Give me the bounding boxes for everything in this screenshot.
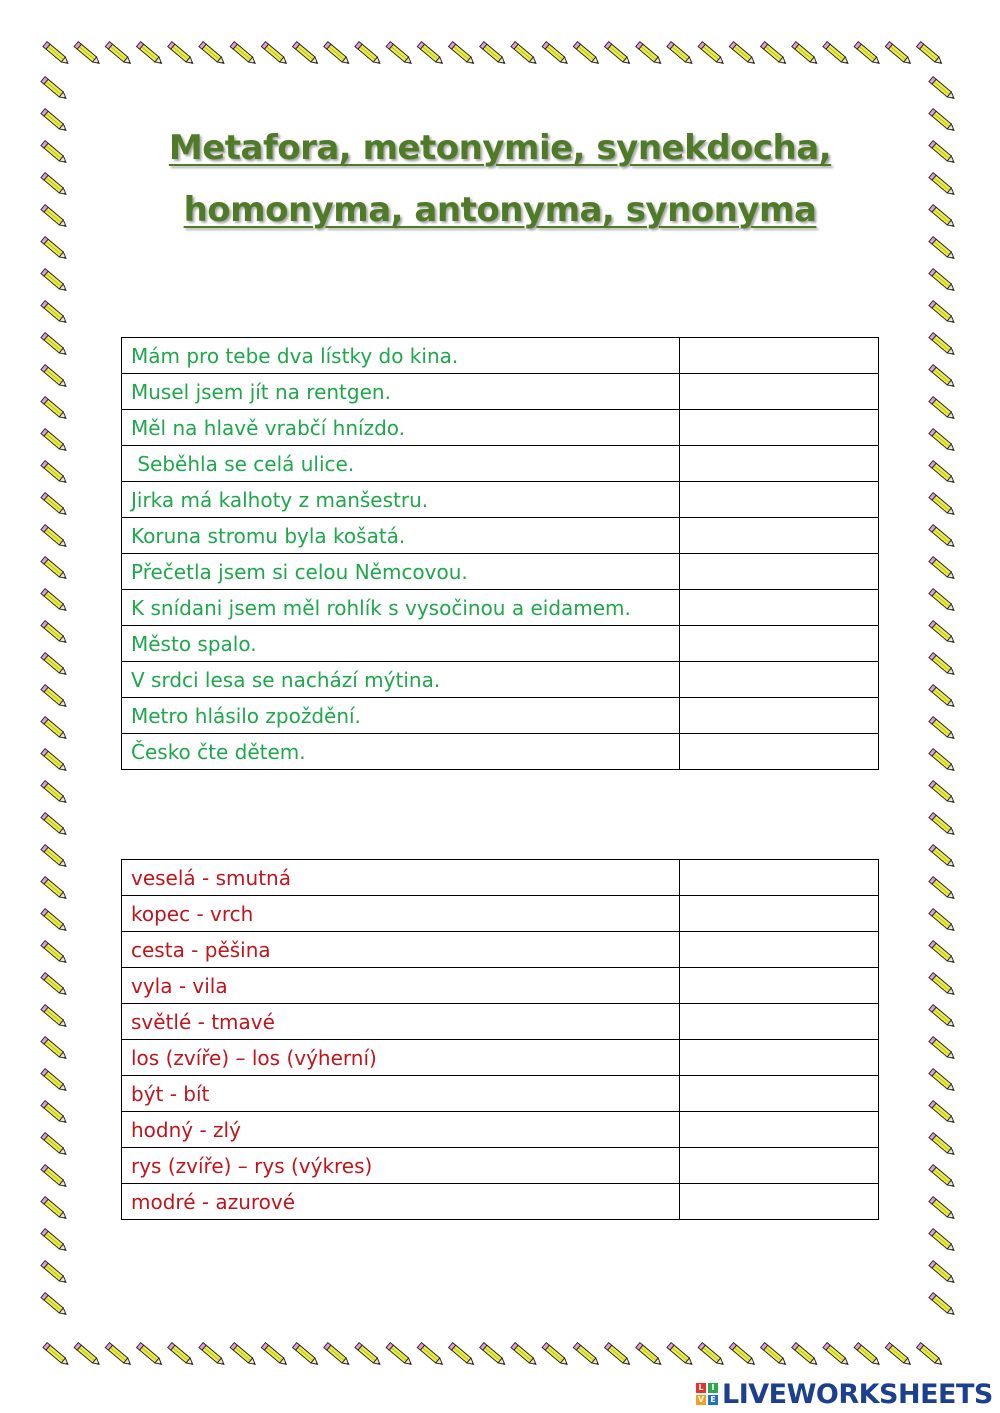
pencil-icon [355, 1343, 382, 1367]
pencil-icon [929, 781, 956, 805]
pencil-icon [41, 877, 68, 901]
pencil-icon [261, 42, 288, 66]
pencil-icon [417, 42, 444, 66]
sentence-cell: K snídani jsem měl rohlík s vysočinou a eidamem. [122, 590, 680, 626]
pencil-icon [480, 42, 507, 66]
table-row [122, 662, 879, 698]
word-pair-cell: cesta - pěšina [122, 932, 680, 968]
pencil-icon [41, 1101, 68, 1125]
pencil-icon [885, 1343, 912, 1367]
pencil-icon [636, 1343, 663, 1367]
pencil-icon [41, 525, 68, 549]
pencil-icon [667, 42, 694, 66]
pencil-icon [929, 1293, 956, 1317]
table-row [122, 896, 879, 932]
answer-cell[interactable] [680, 860, 879, 896]
pencil-icon [929, 589, 956, 613]
pencil-icon [698, 1343, 725, 1367]
pencil-icon [43, 1343, 70, 1367]
table-row [122, 1112, 879, 1148]
pencil-icon [480, 1343, 507, 1367]
pencil-icon [41, 269, 68, 293]
pencil-icon [792, 1343, 819, 1367]
pencil-icon [511, 1343, 538, 1367]
pencil-icon [293, 1343, 320, 1367]
table-row [122, 338, 879, 374]
pencil-icon [41, 493, 68, 517]
word-pair-cell: vyla - vila [122, 968, 680, 1004]
sentence-cell: Seběhla se celá ulice. [122, 446, 680, 482]
pencil-icon [41, 813, 68, 837]
pencil-icon [324, 42, 351, 66]
table-row [122, 590, 879, 626]
pencil-icon [929, 877, 956, 901]
answer-cell[interactable] [680, 1184, 879, 1220]
word-pair-cell: kopec - vrch [122, 896, 680, 932]
pencil-icon [41, 397, 68, 421]
pencil-icon [929, 397, 956, 421]
answer-cell[interactable] [680, 410, 879, 446]
pencil-icon [917, 42, 944, 66]
answer-cell[interactable] [680, 446, 879, 482]
sentence-cell: Mám pro tebe dva lístky do kina. [122, 338, 680, 374]
pencil-icon [929, 749, 956, 773]
pencil-icon [41, 237, 68, 261]
answer-cell[interactable] [680, 1076, 879, 1112]
liveworksheets-brand: LIVEWORKSHEETS [722, 1378, 993, 1410]
table-row [122, 1040, 879, 1076]
pencil-icon [761, 42, 788, 66]
word-pair-cell: rys (zvíře) – rys (výkres) [122, 1148, 680, 1184]
table-row [122, 518, 879, 554]
pencil-icon [929, 685, 956, 709]
liveworksheets-logo[interactable] [696, 1378, 993, 1410]
pencil-icon [41, 1197, 68, 1221]
pencil-icon [929, 1261, 956, 1285]
table-row [122, 1004, 879, 1040]
word-pair-cell: být - bít [122, 1076, 680, 1112]
pencil-icon [41, 301, 68, 325]
pencil-icon [261, 1343, 288, 1367]
pencil-icon [41, 653, 68, 677]
figures-of-speech-table [121, 337, 879, 770]
table-row [122, 446, 879, 482]
pencil-icon [929, 941, 956, 965]
answer-cell[interactable] [680, 734, 879, 770]
answer-cell[interactable] [680, 482, 879, 518]
pencil-icon [929, 301, 956, 325]
pencil-icon [41, 749, 68, 773]
pencil-icon [105, 42, 132, 66]
pencil-icon [41, 909, 68, 933]
pencil-icon [761, 1343, 788, 1367]
pencil-icon [729, 42, 756, 66]
pencil-icon [929, 973, 956, 997]
pencil-icon [885, 42, 912, 66]
pencil-icon [929, 1229, 956, 1253]
pencil-icon [105, 1343, 132, 1367]
pencil-icon [929, 429, 956, 453]
answer-cell[interactable] [680, 698, 879, 734]
sentence-cell: Koruna stromu byla košatá. [122, 518, 680, 554]
pencil-icon [854, 1343, 881, 1367]
pencil-icon [929, 1165, 956, 1189]
pencil-icon [636, 42, 663, 66]
pencil-icon [929, 621, 956, 645]
pencil-icon [41, 1261, 68, 1285]
pencil-icon [573, 1343, 600, 1367]
answer-cell[interactable] [680, 968, 879, 1004]
sentence-cell: Metro hlásilo zpoždění. [122, 698, 680, 734]
pencil-icon [929, 461, 956, 485]
logo-letter: E [708, 1395, 718, 1405]
table-row [122, 860, 879, 896]
pencil-icon [230, 1343, 257, 1367]
pencil-icon [41, 365, 68, 389]
word-pair-cell: hodný - zlý [122, 1112, 680, 1148]
pencil-icon [929, 813, 956, 837]
pencil-icon [417, 1343, 444, 1367]
pencil-icon [386, 1343, 413, 1367]
word-pair-cell: los (zvíře) – los (výherní) [122, 1040, 680, 1076]
pencil-icon [74, 42, 101, 66]
pencil-icon [929, 653, 956, 677]
pencil-icon [41, 1133, 68, 1157]
pencil-icon [823, 42, 850, 66]
pencil-icon [929, 1101, 956, 1125]
word-pairs-table [121, 859, 879, 1220]
sentence-cell: Musel jsem jít na rentgen. [122, 374, 680, 410]
pencil-icon [698, 42, 725, 66]
pencil-icon [41, 1293, 68, 1317]
pencil-icon [929, 845, 956, 869]
table-row [122, 1148, 879, 1184]
answer-cell[interactable] [680, 1040, 879, 1076]
pencil-icon [41, 77, 68, 101]
pencil-icon [41, 1229, 68, 1253]
pencil-icon [41, 461, 68, 485]
pencil-icon [929, 1005, 956, 1029]
pencil-icon [137, 1343, 164, 1367]
pencil-icon [293, 42, 320, 66]
pencil-icon [41, 1069, 68, 1093]
pencil-icon [199, 42, 226, 66]
pencil-icon [41, 621, 68, 645]
pencil-icon [355, 42, 382, 66]
answer-cell[interactable] [680, 590, 879, 626]
pencil-icon [449, 42, 476, 66]
answer-cell[interactable] [680, 896, 879, 932]
word-pair-cell: modré - azurové [122, 1184, 680, 1220]
pencil-icon [929, 557, 956, 581]
pencil-icon [168, 1343, 195, 1367]
table-row [122, 374, 879, 410]
table-row [122, 932, 879, 968]
word-pair-cell: světlé - tmavé [122, 1004, 680, 1040]
pencil-icon [573, 42, 600, 66]
pencil-icon [605, 1343, 632, 1367]
word-pair-cell: veselá - smutná [122, 860, 680, 896]
logo-letter: L [696, 1383, 706, 1393]
sentence-cell: Přečetla jsem si celou Němcovou. [122, 554, 680, 590]
pencil-icon [386, 42, 413, 66]
page-title-line-2: homonyma, antonyma, synonyma [183, 190, 817, 230]
pencil-icon [929, 525, 956, 549]
pencil-icon [929, 77, 956, 101]
pencil-icon [792, 42, 819, 66]
pencil-icon [929, 1197, 956, 1221]
table-row [122, 482, 879, 518]
logo-letter: I [708, 1383, 718, 1393]
pencil-icon [929, 1069, 956, 1093]
pencil-icon [199, 1343, 226, 1367]
pencil-icon [74, 1343, 101, 1367]
pencil-icon [41, 845, 68, 869]
pencil-icon [41, 1005, 68, 1029]
sentence-cell: Měl na hlavě vrabčí hnízdo. [122, 410, 680, 446]
pencil-icon [929, 1037, 956, 1061]
sentence-cell: Jirka má kalhoty z manšestru. [122, 482, 680, 518]
answer-cell[interactable] [680, 662, 879, 698]
pencil-icon [41, 1037, 68, 1061]
pencil-icon [929, 333, 956, 357]
pencil-icon [41, 429, 68, 453]
pencil-icon [929, 365, 956, 389]
table-row [122, 698, 879, 734]
answer-cell[interactable] [680, 1148, 879, 1184]
pencil-icon [43, 42, 70, 66]
answer-cell[interactable] [680, 554, 879, 590]
pencil-icon [929, 1133, 956, 1157]
pencil-icon [41, 589, 68, 613]
answer-cell[interactable] [680, 932, 879, 968]
pencil-icon [854, 42, 881, 66]
answer-cell[interactable] [680, 1112, 879, 1148]
pencil-icon [929, 237, 956, 261]
pencil-icon [449, 1343, 476, 1367]
pencil-icon [324, 1343, 351, 1367]
pencil-icon [41, 557, 68, 581]
pencil-icon [41, 781, 68, 805]
liveworksheets-logo-icon [696, 1383, 718, 1405]
table-row [122, 1076, 879, 1112]
pencil-icon [41, 941, 68, 965]
sentence-cell: V srdci lesa se nachází mýtina. [122, 662, 680, 698]
logo-letter: V [697, 1395, 705, 1404]
table-row [122, 410, 879, 446]
pencil-icon [511, 42, 538, 66]
pencil-icon [41, 685, 68, 709]
pencil-icon [729, 1343, 756, 1367]
pencil-icon [823, 1343, 850, 1367]
pencil-icon [542, 1343, 569, 1367]
pencil-icon [168, 42, 195, 66]
answer-cell[interactable] [680, 374, 879, 410]
pencil-icon [667, 1343, 694, 1367]
pencil-icon [929, 493, 956, 517]
page-title-line-1: Metafora, metonymie, synekdocha, [168, 128, 832, 168]
pencil-icon [137, 42, 164, 66]
answer-cell[interactable] [680, 338, 879, 374]
table-row [122, 734, 879, 770]
answer-cell[interactable] [680, 626, 879, 662]
table-row [122, 1184, 879, 1220]
pencil-icon [929, 269, 956, 293]
table-row [122, 626, 879, 662]
table-row [122, 968, 879, 1004]
sentence-cell: Město spalo. [122, 626, 680, 662]
pencil-icon [542, 42, 569, 66]
pencil-icon [41, 717, 68, 741]
sentence-cell: Česko čte dětem. [122, 734, 680, 770]
table-row [122, 554, 879, 590]
answer-cell[interactable] [680, 518, 879, 554]
pencil-icon [230, 42, 257, 66]
answer-cell[interactable] [680, 1004, 879, 1040]
pencil-icon [41, 973, 68, 997]
pencil-icon [929, 717, 956, 741]
pencil-icon [41, 333, 68, 357]
pencil-icon [929, 909, 956, 933]
pencil-icon [605, 42, 632, 66]
pencil-icon [41, 1165, 68, 1189]
pencil-icon [917, 1343, 944, 1367]
